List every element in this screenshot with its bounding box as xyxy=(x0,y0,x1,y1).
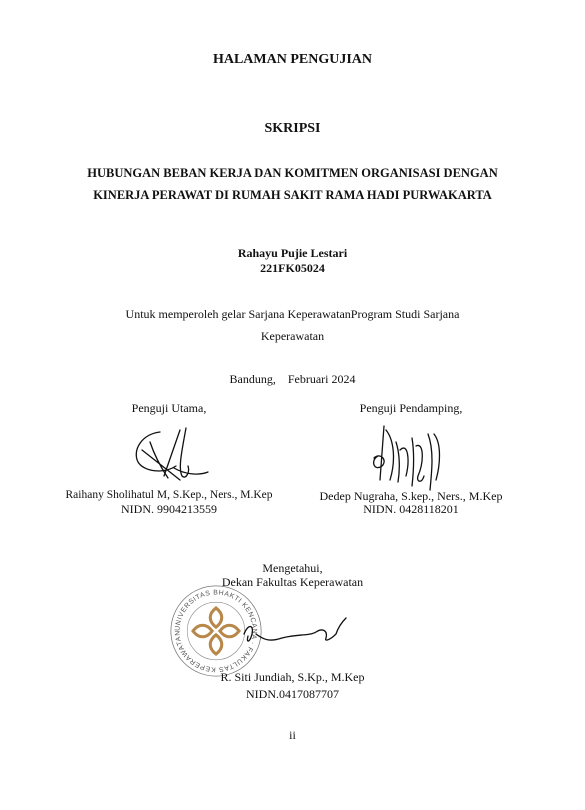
thesis-title: HUBUNGAN BEBAN KERJA DAN KOMITMEN ORGANISASI DENGAN KINERJA PERAWAT DI RUMAH SAKIT RAMA HADI PURWAKARTA xyxy=(87,166,498,202)
companion-examiner-name: Dedep Nugraha, S.kep., Ners., M.Kep xyxy=(319,489,503,503)
dean-signature xyxy=(238,612,348,652)
author-name: Rahayu Pujie Lestari xyxy=(237,246,348,260)
page-number: ii xyxy=(289,728,296,742)
page-heading: HALAMAN PENGUJIAN xyxy=(212,52,373,67)
author-nim: 221FK05024 xyxy=(260,261,325,275)
document-type: SKRIPSI xyxy=(264,121,321,136)
approval-label: Mengetahui, xyxy=(262,561,323,575)
companion-examiner-nidn: NIDN. 0428118201 xyxy=(363,502,459,516)
main-examiner-signature xyxy=(120,420,220,490)
companion-examiner-role: Penguji Pendamping, xyxy=(359,401,463,415)
dean-nidn: NIDN.0417087707 xyxy=(246,687,339,701)
place-date: Bandung, Februari 2024 xyxy=(229,372,356,386)
svg-text:UNIVERSITAS BHAKTI KENCANA · F: UNIVERSITAS BHAKTI KENCANA · FAKULTAS KEPERAWATAN xyxy=(174,589,258,673)
dean-name: R. Siti Jundiah, S.Kp., M.Kep xyxy=(220,670,365,684)
degree-purpose: Untuk memperoleh gelar Sarjana KeperawatanProgram Studi Sarjana Keperawatan xyxy=(125,307,460,343)
main-examiner-nidn: NIDN. 9904213559 xyxy=(121,502,217,516)
companion-examiner-signature xyxy=(360,420,460,495)
main-examiner-name: Raihany Sholihatul M, S.Kep., Ners., M.Kep xyxy=(65,489,273,501)
main-examiner-role: Penguji Utama, xyxy=(131,401,207,415)
dean-position: Dekan Fakultas Keperawatan xyxy=(221,575,364,589)
